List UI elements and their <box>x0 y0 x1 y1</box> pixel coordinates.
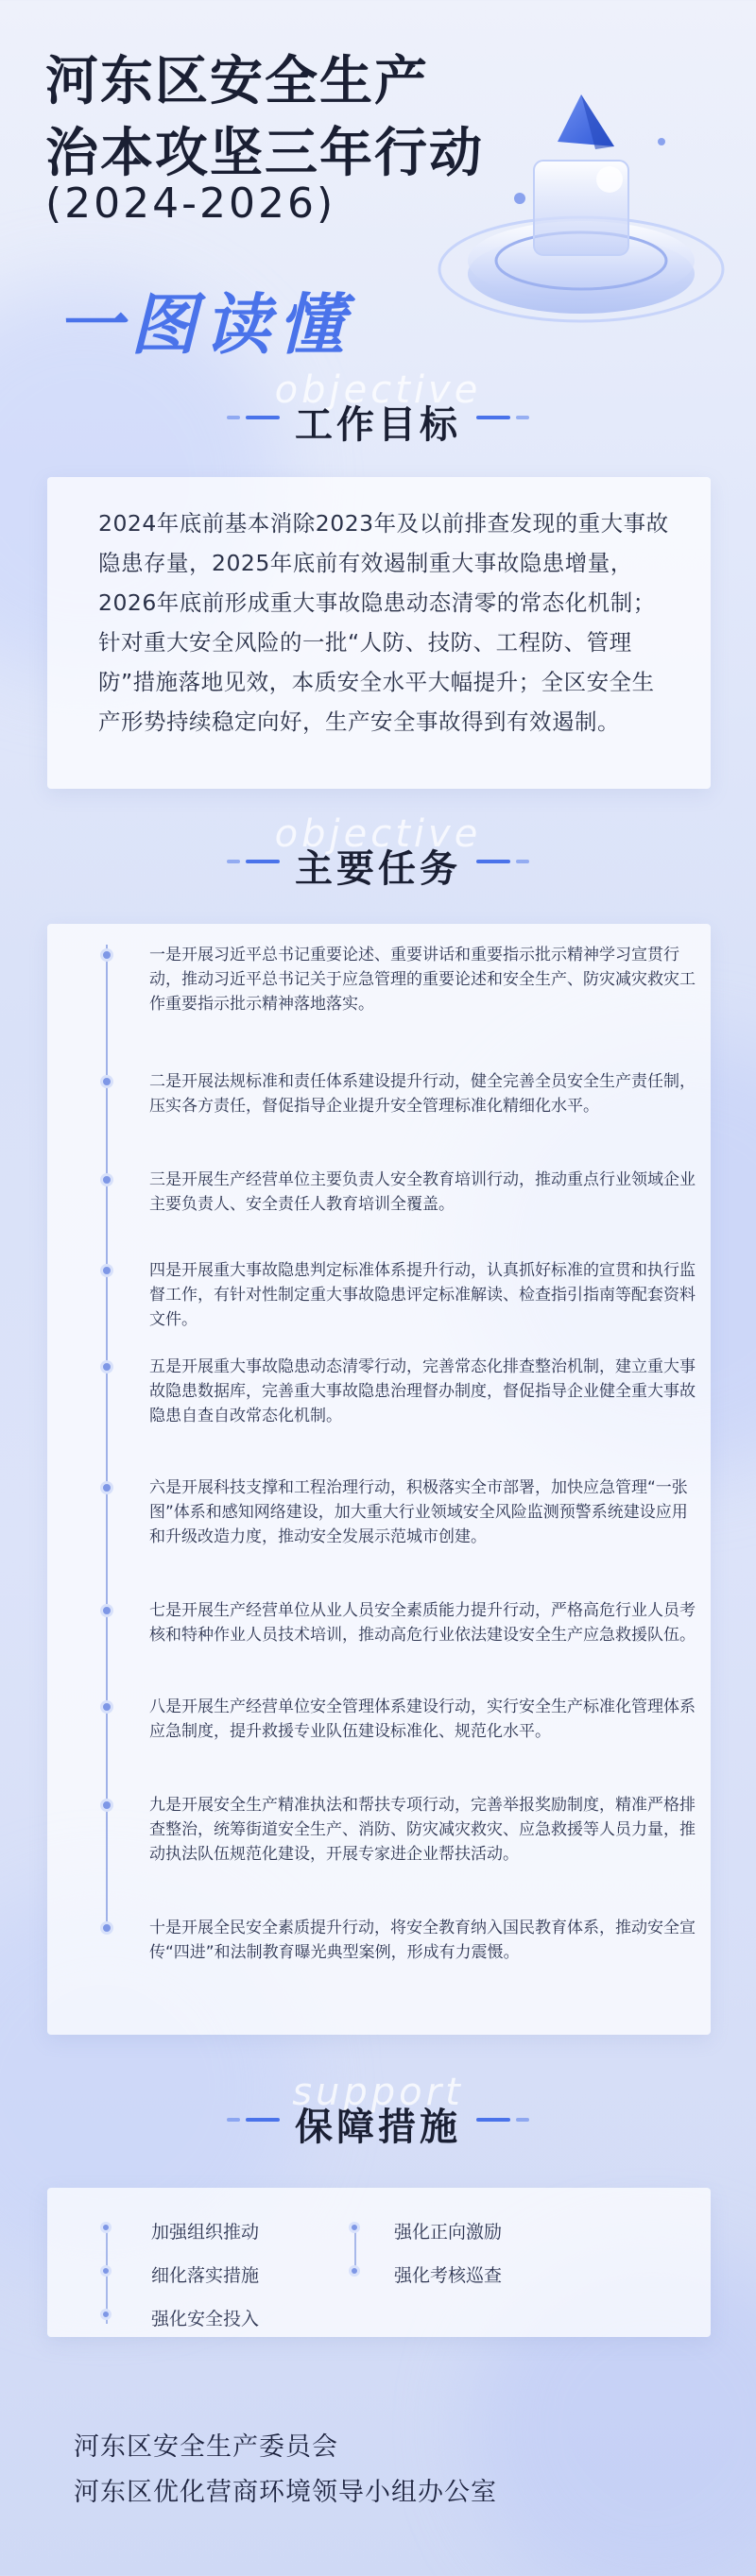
title-read-at-a-glance: 一图读懂 <box>57 286 352 364</box>
timeline-dot <box>100 1264 113 1277</box>
dash-decoration <box>476 860 529 869</box>
task-item: 五是开展重大事故隐患动态清零行动，完善常态化排查整治机制，建立重大事故隐患数据库，完善重大事故隐患治理督办制度，督促指导企业健全重大事故隐患自查自改常态化机制。 <box>149 1357 696 1425</box>
tasks-card <box>47 924 711 2035</box>
section-ghost-text: objective <box>274 368 482 412</box>
timeline-line <box>106 945 108 1927</box>
timeline-dot <box>100 1075 113 1088</box>
task-item: 八是开展生产经营单位安全管理体系建设行动，实行安全生产标准化管理体系应急制度，提升救援专业队伍建设标准化、规范化水平。 <box>149 1697 696 1741</box>
dash-decoration <box>476 416 529 425</box>
section-ghost-text: support <box>292 2071 464 2114</box>
timeline-dot <box>349 2265 360 2277</box>
footer-issuer-2: 河东区优化营商环境领导小组办公室 <box>74 2478 497 2507</box>
poster-header <box>0 0 756 378</box>
measure-item: 强化正向激励 <box>394 2222 503 2243</box>
timeline-dot <box>349 2222 360 2233</box>
footer-issuer-1: 河东区安全生产委员会 <box>74 2432 338 2462</box>
section-header-goals <box>0 368 756 453</box>
task-item: 三是开展生产经营单位主要负责人安全教育培训行动，推动重点行业领域企业主要负责人、安全责任人教育培训全覆盖。 <box>149 1170 696 1214</box>
task-item: 十是开展全民安全素质提升行动，将安全教育纳入国民教育体系，推动安全宣传“四进”和法制教育曝光典型案例，形成有力震慑。 <box>149 1919 696 1962</box>
section-title: 保障措施 <box>295 2106 461 2149</box>
timeline-dot <box>100 1921 113 1935</box>
section-header-measures <box>0 2071 756 2156</box>
goals-card <box>47 477 711 789</box>
timeline-dot <box>100 1604 113 1617</box>
dash-decoration <box>476 2118 529 2127</box>
task-item: 六是开展科技支撑和工程治理行动，积极落实全市部署，加快应急管理“一张图”体系和感知网络建设，加大重大行业领域安全风险监测预警系统建设应用和升级改造力度，推动安全发展示范城市创建。 <box>149 1478 688 1546</box>
timeline-dot <box>100 1799 113 1812</box>
timeline-dot <box>100 2265 112 2277</box>
timeline-dot <box>100 1360 113 1373</box>
timeline-dot <box>100 948 113 962</box>
section-title: 主要任务 <box>295 847 461 891</box>
platform-illustration-icon <box>416 38 737 350</box>
title-line-1: 河东区安全生产 <box>45 51 429 112</box>
measure-item: 强化考核巡查 <box>394 2265 503 2286</box>
timeline-dot <box>100 1481 113 1494</box>
timeline-dot <box>100 1173 113 1186</box>
measure-item: 加强组织推动 <box>151 2222 260 2243</box>
section-header-tasks <box>0 812 756 897</box>
measures-card <box>47 2188 711 2337</box>
timeline-dot <box>100 2222 112 2233</box>
section-title: 工作目标 <box>295 403 461 447</box>
measure-item: 细化落实措施 <box>151 2265 260 2286</box>
task-item: 九是开展安全生产精准执法和帮扶专项行动，完善举报奖励制度，精准严格排查整治，统筹街道安全生产、消防、防灾减灾救灾、应急救援等人员力量，推动执法队伍规范化建设，开展专家进企业帮扶活动。 <box>149 1796 696 1864</box>
measure-item: 强化安全投入 <box>151 2309 260 2329</box>
goals-text: 2024年底前基本消除2023年及以前排查发现的重大事故隐患存量，2025年底前有效遏制重大事故隐患增量，2026年底前形成重大事故隐患动态清零的常态化机制；针对重大安全风险的一批“人防、技防、工程防、管理防”措施落地见效，本质安全水平大幅提升；全区安全生产形势持续稳定向好，生产安全事故得到有效遏制。 <box>98 510 669 735</box>
task-item: 二是开展法规标准和责任体系建设提升行动，健全完善全员安全生产责任制，压实各方责任，督促指导企业提升安全管理标准化精细化水平。 <box>149 1072 696 1116</box>
task-item: 七是开展生产经营单位从业人员安全素质能力提升行动，严格高危行业人员考核和特种作业人员技术培训，推动高危行业依法建设安全生产应急救援队伍。 <box>149 1601 696 1645</box>
task-item: 一是开展习近平总书记重要论述、重要讲话和重要指示批示精神学习宣贯行动，推动习近平总书记关于应急管理的重要论述和安全生产、防灾减灾救灾工作重要指示批示精神落地落实。 <box>149 946 696 1014</box>
task-item: 四是开展重大事故隐患判定标准体系提升行动，认真抓好标准的宣贯和执行监督工作，有针对性制定重大事故隐患评定标准解读、检查指引指南等配套资料文件。 <box>149 1261 696 1329</box>
section-ghost-text: objective <box>274 812 482 856</box>
timeline-dot <box>100 2309 112 2320</box>
title-years: (2024-2026) <box>45 179 336 228</box>
title-line-2: 治本攻坚三年行动 <box>45 123 484 184</box>
timeline-dot <box>100 1700 113 1714</box>
